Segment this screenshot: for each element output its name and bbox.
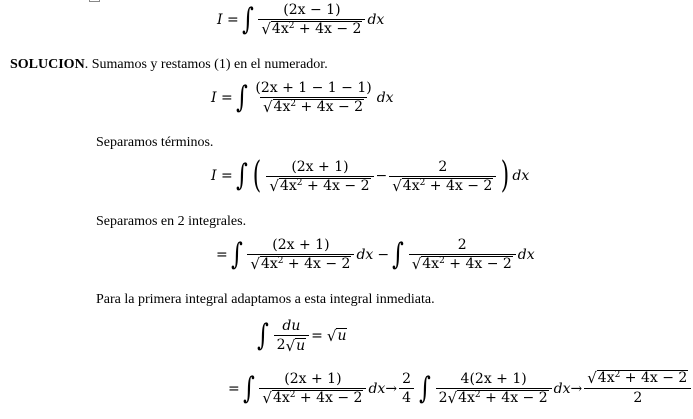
paragraph-primera-integral: Para la primera integral adaptamos a esta integral inmediata. xyxy=(96,292,435,307)
eq4-dx-2: dx xyxy=(517,246,535,263)
eq6-dx-1: dx xyxy=(368,380,386,397)
eq6-fraction-2 xyxy=(436,371,552,407)
integral-sign: ∫ xyxy=(392,236,404,272)
integral-sign: ∫ xyxy=(230,236,243,272)
eq6-lhs: = xyxy=(228,380,240,397)
eq3-denominator-1 xyxy=(266,176,373,194)
eq1-lhs: I = xyxy=(217,11,239,28)
solucion-text: . Sumamos y restamos (1) en el numerador. xyxy=(84,57,328,72)
sqrt: √ u xyxy=(285,336,306,355)
eq6-result-numerator xyxy=(584,370,691,388)
sqrt: √ $4x^2 + 4x - 2$ xyxy=(392,176,493,195)
paragraph-separamos-terminos: Separamos términos. xyxy=(96,135,214,150)
integral-sign: ∫ xyxy=(241,1,254,37)
equation-separate-terms xyxy=(211,155,530,196)
eq4-numerator-2: 2 xyxy=(457,237,467,253)
equation-add-subtract xyxy=(211,80,394,115)
eq5-fraction xyxy=(274,318,310,354)
eq3-fraction-1 xyxy=(266,159,373,194)
eq2-numerator: (2x + 1 − 1 − 1) xyxy=(255,80,372,96)
eq6-denominator-2: 2 √ $4x^2 + 4x - 2$ xyxy=(436,388,552,407)
sqrt: √ $4x^2 + 4x - 2$ xyxy=(262,98,364,116)
eq4-denominator-1 xyxy=(247,254,354,272)
equation-adapted-integral xyxy=(228,370,693,407)
eq1-denominator xyxy=(258,19,365,37)
integral-sign: ∫ xyxy=(235,158,248,193)
eq6-numerator-1: (2x + 1) xyxy=(284,371,342,387)
sqrt: √ $4x^2 + 4x - 2$ xyxy=(262,389,363,407)
equation-integral-definition xyxy=(217,2,384,37)
eq4-minus: − xyxy=(377,246,390,263)
eq3-minus: − xyxy=(375,168,388,184)
eq3-dx: dx xyxy=(512,168,530,184)
eq2-lhs: I = xyxy=(211,89,233,106)
equation-immediate-integral xyxy=(254,318,347,354)
sqrt: √ $4x^2 + 4x - 2$ xyxy=(250,255,351,273)
eq4-lhs: = xyxy=(216,246,228,263)
eq1-fraction xyxy=(258,2,365,37)
eq2-denominator xyxy=(260,97,367,115)
eq5-denominator: 2 √ u xyxy=(274,335,310,354)
eq6-result-fraction xyxy=(584,370,691,407)
eq2-dx: dx xyxy=(376,89,394,106)
eq3-numerator-2: 2 xyxy=(438,158,448,175)
eq6-denominator-1 xyxy=(259,388,366,406)
eq4-denominator-2 xyxy=(409,254,516,272)
eq4-dx-1: dx xyxy=(356,246,374,263)
solucion-label: SOLUCION xyxy=(10,57,85,72)
sqrt: √ $4x^2 + 4x - 2$ xyxy=(261,20,362,38)
integral-sign: ∫ xyxy=(256,318,269,353)
close-paren: ) xyxy=(501,155,510,196)
eq6-arrow-1: → xyxy=(385,380,398,397)
sqrt: √ $4x^2 + 4x - 2$ xyxy=(269,176,370,195)
eq5-rhs-sqrt: √ u xyxy=(326,327,347,345)
eq6-coefficient: $\frac{2}{4}$ xyxy=(399,371,414,407)
integral-sign: ∫ xyxy=(235,79,248,115)
eq6-numerator-2: 4(2x + 1) xyxy=(460,370,527,387)
integral-sign: ∫ xyxy=(418,370,431,406)
cursor-marker xyxy=(89,0,100,2)
sqrt: √ $4x^2 + 4x - 2$ xyxy=(447,389,548,407)
eq6-dx-2: dx xyxy=(553,380,571,397)
sqrt: √ $4x^2 + 4x - 2$ xyxy=(411,255,512,273)
eq1-dx: dx xyxy=(367,11,385,28)
eq1-numerator: (2x − 1) xyxy=(283,2,341,18)
eq6-fraction-1 xyxy=(259,371,366,406)
eq2-fraction xyxy=(252,80,374,115)
eq3-denominator-2 xyxy=(389,176,496,194)
eq5-numerator: du xyxy=(282,318,301,334)
eq3-lhs: I = xyxy=(211,168,233,184)
solucion-paragraph xyxy=(10,57,328,73)
equation-two-integrals xyxy=(216,237,535,272)
eq6-result-denominator: 2 xyxy=(584,388,691,407)
eq5-equals: = xyxy=(311,328,323,344)
eq3-fraction-2 xyxy=(389,159,496,194)
integral-sign: ∫ xyxy=(242,370,255,406)
eq4-fraction-2 xyxy=(409,237,516,272)
sqrt: √ $4x^2 + 4x - 2$ xyxy=(587,369,688,387)
eq3-numerator-1: (2x + 1) xyxy=(291,158,349,175)
paragraph-separamos-integrales: Separamos en 2 integrales. xyxy=(96,214,247,229)
open-paren: ( xyxy=(253,155,262,196)
eq4-numerator-1: (2x + 1) xyxy=(272,237,330,253)
eq4-fraction-1 xyxy=(247,237,354,272)
eq6-arrow-2: → xyxy=(570,380,583,397)
